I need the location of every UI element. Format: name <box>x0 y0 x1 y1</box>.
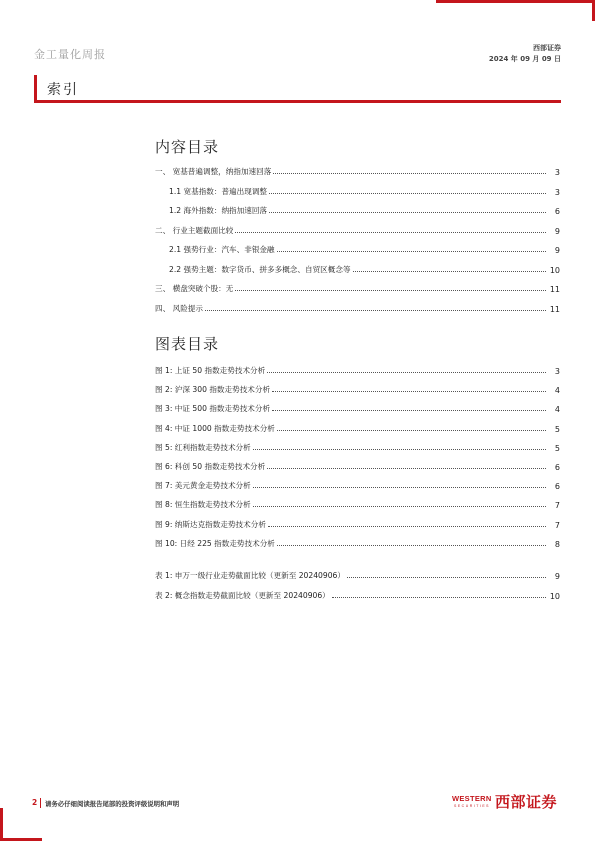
toc-entry[interactable] <box>169 183 560 197</box>
toc-entry-page: 10 <box>549 265 560 275</box>
toc-leader-dots <box>235 290 546 291</box>
toc-entry-label: 图 4: 中证 1000 指数走势技术分析 <box>155 423 275 433</box>
toc-entry-label: 三、 横盘突破个股：无 <box>155 284 234 293</box>
toc-leader-dots <box>267 372 546 373</box>
header-brand: 西部证券 <box>533 44 561 52</box>
toc-entry-label: 一、 宽基普遍调整，纳指加速回落 <box>155 167 272 176</box>
toc-leader-dots <box>253 506 546 507</box>
footer-disclaimer: 请务必仔细阅读报告尾部的投资评级说明和声明 <box>45 800 180 808</box>
toc-entry-label: 四、 风险提示 <box>155 303 203 313</box>
toc-entry[interactable] <box>155 222 560 236</box>
toc-entry-page: 11 <box>549 304 560 314</box>
toc-entry-page: 4 <box>554 386 560 396</box>
toc-entry-label: 2.2 强势主题：数字货币、拼多多概念、自贸区概念等 <box>169 264 351 274</box>
section-band <box>34 75 561 103</box>
toc-leader-dots <box>277 430 546 431</box>
toc-leader-dots <box>269 193 546 194</box>
toc-leader-dots <box>277 545 546 546</box>
toc-entry[interactable] <box>155 300 560 314</box>
toc-entry-page: 5 <box>554 424 560 434</box>
toc-entry-page: 3 <box>554 168 560 177</box>
toc-leader-dots <box>235 232 546 233</box>
logo-en-sub: SECURITIES <box>454 804 491 808</box>
toc-entry-label: 2.1 强势行业：汽车、非银金融 <box>169 245 275 254</box>
toc-entry[interactable] <box>155 567 560 581</box>
toc-leader-dots <box>353 271 546 272</box>
toc-entry-label: 图 7: 美元黄金走势技术分析 <box>155 481 251 491</box>
toc-entry[interactable] <box>169 241 560 255</box>
toc-entry[interactable] <box>155 477 560 491</box>
toc-entry-page: 7 <box>554 501 560 511</box>
toc-entry-page: 11 <box>549 285 560 294</box>
toc-entry-page: 3 <box>554 187 560 197</box>
toc-leader-dots <box>253 449 546 450</box>
toc-leader-dots <box>268 526 546 527</box>
toc-leader-dots <box>332 597 546 598</box>
toc-entry-label: 图 2: 沪深 300 指数走势技术分析 <box>155 385 271 395</box>
toc-entry[interactable] <box>169 202 560 216</box>
toc-entry[interactable] <box>155 516 560 530</box>
western-securities-logo <box>452 791 560 815</box>
toc-entry-page: 6 <box>554 463 560 472</box>
toc-entry[interactable] <box>155 280 560 294</box>
toc-leader-dots <box>347 577 546 578</box>
toc-entry-page: 6 <box>554 482 560 492</box>
figures-heading: 图表目录 <box>155 335 220 353</box>
section-title: 索引 <box>47 82 79 98</box>
toc-entry[interactable] <box>155 535 560 549</box>
toc-entry[interactable] <box>155 420 560 434</box>
toc-entry[interactable] <box>169 261 560 275</box>
report-type: 金工量化周报 <box>34 48 106 61</box>
toc-leader-dots <box>272 391 546 392</box>
toc-entry-label: 图 6: 科创 50 指数走势技术分析 <box>155 462 266 471</box>
contents-heading: 内容目录 <box>155 138 220 156</box>
toc-entry[interactable] <box>155 362 560 376</box>
toc-leader-dots <box>205 310 546 311</box>
toc-entry[interactable] <box>155 400 560 414</box>
toc-entry-page: 9 <box>554 572 560 581</box>
toc-entry-label: 图 3: 中证 500 指数走势技术分析 <box>155 404 271 414</box>
toc-entry[interactable] <box>155 439 560 453</box>
footer-page-number: 2 <box>32 798 38 807</box>
toc-entry-page: 4 <box>554 405 560 415</box>
toc-entry[interactable] <box>155 496 560 510</box>
toc-entry-label: 图 5: 红利指数走势技术分析 <box>155 442 251 452</box>
toc-entry[interactable] <box>155 587 560 601</box>
toc-leader-dots <box>269 212 546 213</box>
toc-entry-page: 9 <box>554 226 560 236</box>
toc-entry[interactable] <box>155 163 560 177</box>
toc-entry-page: 5 <box>554 443 560 453</box>
footer-divider <box>40 798 41 808</box>
toc-entry-page: 10 <box>549 591 560 601</box>
top-right-decoration <box>436 0 595 21</box>
logo-en: WESTERN <box>452 794 492 803</box>
toc-leader-dots <box>273 173 546 174</box>
toc-entry-label: 1.1 宽基指数：普遍出现调整 <box>169 186 268 196</box>
toc-entry-page: 9 <box>554 246 560 255</box>
report-date: 2024 年 09 月 09 日 <box>488 55 561 63</box>
toc-entry-label: 图 10: 日经 225 指数走势技术分析 <box>155 538 275 548</box>
toc-entry-label: 图 1: 上证 50 指数走势技术分析 <box>155 366 266 375</box>
toc-entry[interactable] <box>155 381 560 395</box>
toc-entry-label: 表 2: 概念指数走势截面比较（更新至 20240906） <box>155 590 330 600</box>
toc-leader-dots <box>267 468 546 469</box>
toc-entry-page: 6 <box>554 207 560 216</box>
toc-leader-dots <box>272 410 546 411</box>
toc-entry-label: 图 8: 恒生指数走势技术分析 <box>155 500 251 510</box>
toc-entry-label: 1.2 海外指数：纳指加速回落 <box>169 206 268 215</box>
toc-entry-label: 表 1: 申万一级行业走势截面比较（更新至 20240906） <box>155 571 345 580</box>
toc-entry-page: 7 <box>554 520 560 530</box>
toc-entry-label: 图 9: 纳斯达克指数走势技术分析 <box>155 519 266 529</box>
toc-leader-dots <box>277 251 546 252</box>
logo-cn: 西部证券 <box>495 793 558 811</box>
bottom-left-decoration <box>0 808 42 841</box>
toc-entry-page: 3 <box>554 367 560 376</box>
toc-entry-label: 二、 行业主题截面比较 <box>155 225 234 235</box>
toc-entry[interactable] <box>155 458 560 472</box>
toc-entry-page: 8 <box>554 539 560 549</box>
toc-leader-dots <box>253 487 546 488</box>
